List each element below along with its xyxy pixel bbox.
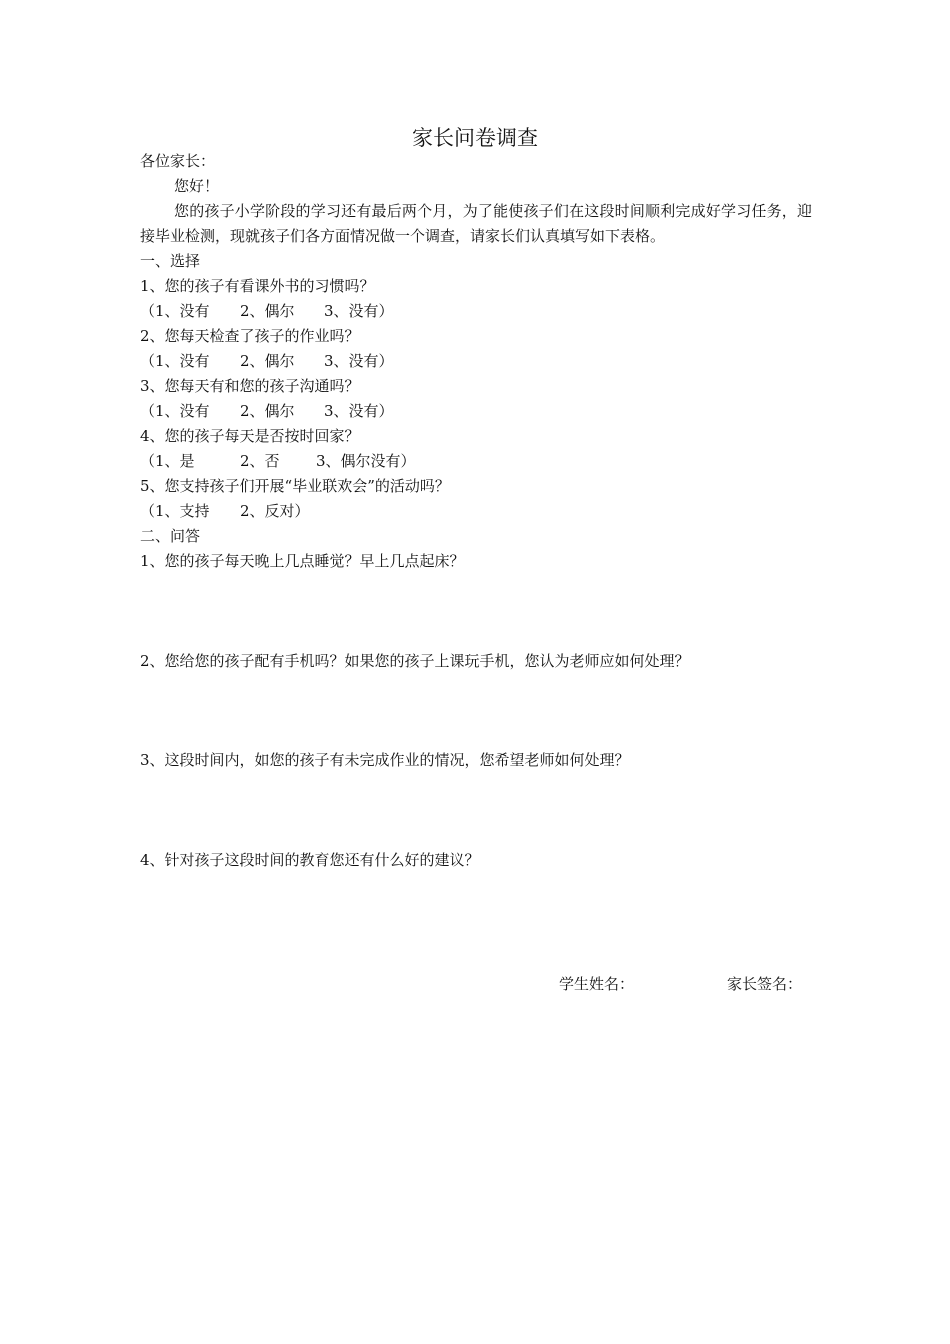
option: （1、支持 xyxy=(140,502,210,520)
open-question-1: 1、您的孩子每天晚上几点睡觉？早上几点起床？ xyxy=(140,552,465,570)
student-name-label: 学生姓名： xyxy=(559,975,635,993)
choice-options-3 xyxy=(140,401,394,421)
choice-question-4: 4、您的孩子每天是否按时回家？ xyxy=(140,427,360,445)
intro-paragraph: 您的孩子小学阶段的学习还有最后两个月，为了能使孩子们在这段时间顺利完成好学习任务，迎接毕业检测，现就孩子们各方面情况做一个调查，请家长们认真填写如下表格。 xyxy=(140,202,812,245)
option: 2、反对） xyxy=(240,502,310,520)
option: （1、没有 xyxy=(140,402,210,420)
choice-options-4 xyxy=(140,451,416,471)
open-question-2: 2、您给您的孩子配有手机吗？如果您的孩子上课玩手机，您认为老师应如何处理？ xyxy=(140,652,690,670)
option: （1、没有 xyxy=(140,302,210,320)
choice-question-5: 5、您支持孩子们开展“毕业联欢会”的活动吗？ xyxy=(140,477,450,495)
option: （1、没有 xyxy=(140,352,210,370)
option: 3、没有） xyxy=(324,402,394,420)
option: 2、偶尔 xyxy=(240,402,295,420)
option: 3、偶尔没有） xyxy=(316,452,416,470)
greeting: 各位家长： xyxy=(140,152,216,170)
choice-question-1: 1、您的孩子有看课外书的习惯吗？ xyxy=(140,277,375,295)
section1-heading: 一、选择 xyxy=(140,252,201,270)
choice-question-3: 3、您每天有和您的孩子沟通吗？ xyxy=(140,377,360,395)
open-question-3: 3、这段时间内，如您的孩子有未完成作业的情况，您希望老师如何处理？ xyxy=(140,751,630,769)
option: 2、否 xyxy=(240,452,280,470)
parent-signature-label: 家长签名： xyxy=(727,975,803,993)
hello: 您好！ xyxy=(174,177,220,195)
page-title: 家长问卷调查 xyxy=(412,126,538,150)
choice-options-5 xyxy=(140,501,310,521)
option: 2、偶尔 xyxy=(240,352,295,370)
option: 3、没有） xyxy=(324,352,394,370)
option: 2、偶尔 xyxy=(240,302,295,320)
choice-question-2: 2、您每天检查了孩子的作业吗？ xyxy=(140,327,360,345)
open-question-4: 4、针对孩子这段时间的教育您还有什么好的建议？ xyxy=(140,851,480,869)
option: 3、没有） xyxy=(324,302,394,320)
choice-options-1 xyxy=(140,301,394,321)
option: （1、是 xyxy=(140,452,195,470)
choice-options-2 xyxy=(140,351,394,371)
section2-heading: 二、问答 xyxy=(140,527,201,545)
